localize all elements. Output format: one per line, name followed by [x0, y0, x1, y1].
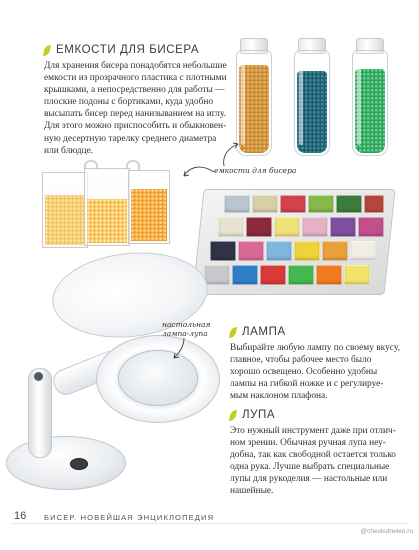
- text-line: ную десертную тарелку среднего диаметра: [44, 133, 217, 144]
- text-line: хорошо освещено. Особенно удобны: [230, 367, 378, 378]
- heading-text: ЛУПА: [242, 409, 276, 421]
- text-line: нашейные.: [230, 486, 274, 497]
- loupe-paragraph: [230, 425, 410, 498]
- watermark-text: @cheskutneleo.ru: [360, 528, 413, 535]
- lamp-caption-line: настольная: [162, 320, 211, 329]
- leaf-bullet-icon: [230, 327, 236, 338]
- section-heading-lamp: [230, 326, 286, 338]
- section-heading-containers: [44, 44, 199, 56]
- text-line: мым наклоном плафона.: [230, 391, 328, 402]
- text-line: Для хранения бисера понадобятся небольшие: [44, 61, 227, 71]
- curved-arrow-icon: [178, 160, 218, 190]
- section-heading-loupe: [230, 409, 275, 421]
- text-line: Это нужный инструмент даже при отлич-: [230, 426, 396, 436]
- text-line: крышками, а непосредственно для работы —: [44, 85, 225, 96]
- text-line: плоские подоны с бортиками, куда удобно: [44, 97, 214, 108]
- organizer-cells: [202, 193, 386, 289]
- text-line: лупы для рукоделия — настольные или: [230, 474, 388, 485]
- heading-text: ЛАМПА: [242, 326, 286, 338]
- hanging-bead-containers-photo: [40, 158, 180, 248]
- curved-arrow-icon: [170, 336, 200, 366]
- text-line: высыпать бисер перед нанизыванием на иглу.: [44, 109, 226, 120]
- running-title: БИСЕР. НОВЕЙШАЯ ЭНЦИКЛОПЕДИЯ: [44, 513, 215, 522]
- text-line: Выбирайте любую лампу по своему вкусу,: [230, 343, 400, 353]
- footer-divider: [12, 523, 407, 524]
- lamp-paragraph: [230, 342, 410, 402]
- containers-caption: емкости для бисера: [214, 166, 297, 175]
- heading-text: ЕМКОСТИ ДЛЯ БИСЕРА: [56, 44, 200, 56]
- curved-arrow-icon: [218, 138, 248, 168]
- text-line: емкости из прозрачного пластика с плотными: [44, 73, 227, 84]
- text-line: или блюдце.: [44, 145, 94, 156]
- text-line: главное, чтобы рабочее место было: [230, 355, 372, 366]
- bead-jars-photo: [232, 36, 412, 158]
- leaf-bullet-icon: [44, 45, 50, 56]
- leaf-bullet-icon: [230, 410, 236, 421]
- page-number: 16: [14, 510, 27, 522]
- lamp-caption-line: лампа-лупа: [162, 329, 208, 338]
- text-line: одна рука. Лучше выбрать специальные: [230, 462, 390, 473]
- text-line: Для этого можно приспособить и обыкновен-: [44, 121, 227, 132]
- text-line: ном зрении. Обычная ручная лупа неу-: [230, 438, 386, 449]
- text-line: добна, так как свободной остается только: [230, 450, 396, 461]
- text-line: лампы на гибкой ножке и с регулируе-: [230, 379, 384, 390]
- containers-paragraph: [44, 60, 234, 157]
